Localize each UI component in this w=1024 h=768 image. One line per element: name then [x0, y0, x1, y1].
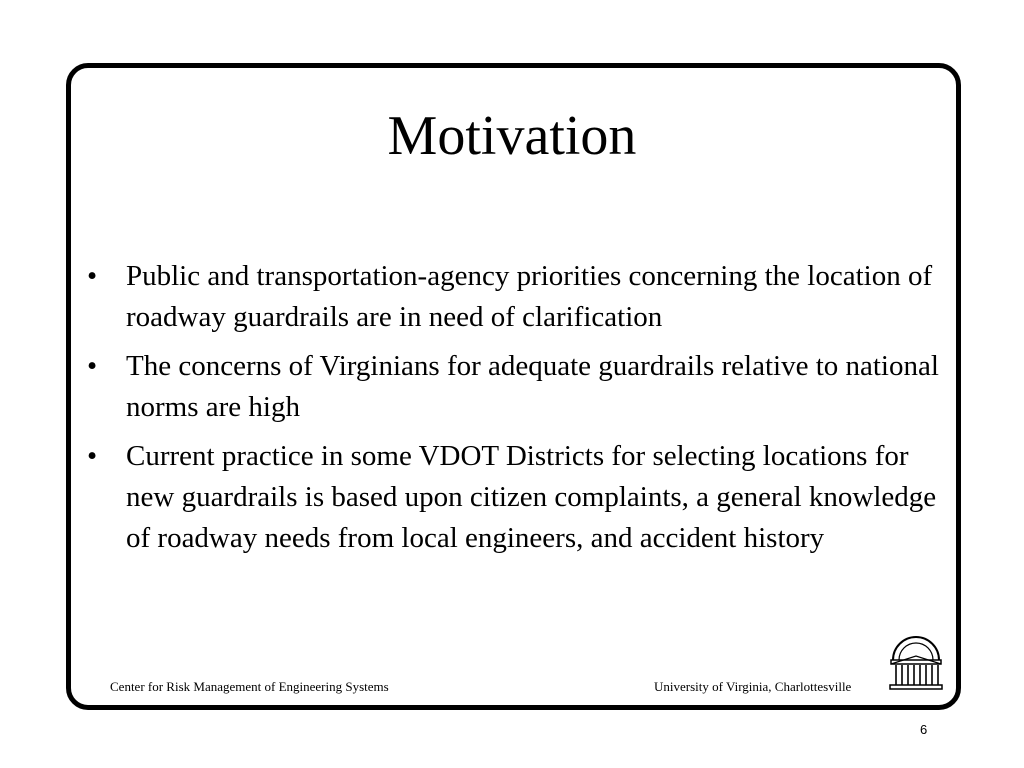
bullet-icon: •	[87, 260, 98, 292]
bullet-item	[82, 256, 942, 338]
footer-university: University of Virginia, Charlottesville	[654, 679, 852, 694]
page-number: 6	[920, 722, 928, 737]
bullet-text: Current practice in some VDOT Districts for selecting locations for new guardrails is based upon citizen complaints, a general knowledge of roadway needs from local engineers, and accident history	[126, 440, 937, 554]
slide-title: Motivation	[387, 105, 637, 167]
rotunda-logo-icon	[887, 634, 945, 692]
bullet-item	[82, 346, 942, 428]
bullet-list	[82, 256, 942, 567]
footer-organization: Center for Risk Management of Engineering Systems	[110, 679, 389, 694]
bullet-icon: •	[87, 440, 98, 472]
bullet-text: The concerns of Virginians for adequate guardrails relative to national norms are high	[126, 350, 939, 423]
bullet-text: Public and transportation-agency priorities concerning the location of roadway guardrails are in need of clarification	[126, 260, 933, 333]
bullet-icon: •	[87, 350, 98, 382]
bullet-item	[82, 436, 942, 559]
